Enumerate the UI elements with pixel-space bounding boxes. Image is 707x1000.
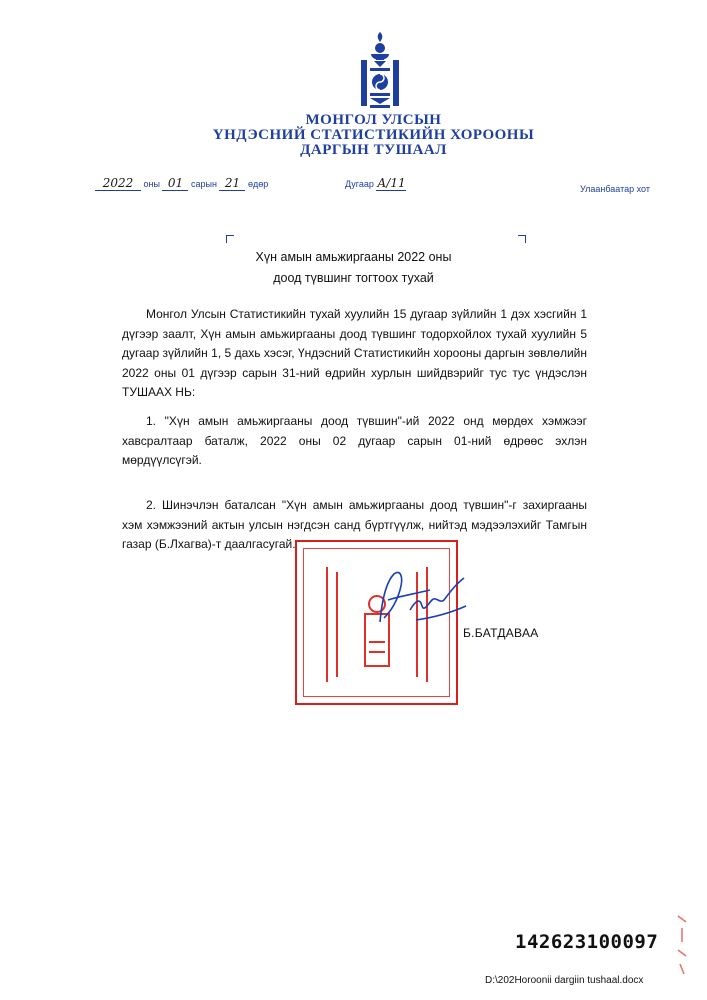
soyombo-emblem-icon: [355, 30, 405, 112]
header-line-1: МОНГОЛ УЛСЫН: [305, 112, 442, 128]
document-title: [0, 247, 707, 289]
signature-icon: [360, 560, 470, 630]
file-path: D:\202Horoonii dargiin tushaal.docx: [485, 975, 644, 986]
year-value: 2022: [95, 176, 141, 191]
number-value: А/11: [377, 176, 406, 190]
day-label: өдөр: [247, 179, 269, 189]
title-line-1: Хүн амын амьжиргааны 2022 оны: [255, 250, 452, 264]
month-label: сарын: [191, 179, 217, 189]
date-field: [95, 176, 268, 191]
day-value: 21: [219, 176, 245, 191]
signer-name: Б.БАТДАВАА: [463, 626, 539, 640]
number-label: Дугаар: [345, 179, 374, 189]
number-field: [345, 176, 406, 191]
title-corner-left: [226, 235, 234, 243]
order-item-1: 1. "Хүн амын амьжиргааны доод түвшин"-ий 2022 онд мөрдөх хэмжээг хавсралтаар баталж, 2022 оны 02 дугаар сарын 01-ний өдрөөс эхлэн мөрдүүлсүгэй.: [122, 414, 587, 467]
document-header: [0, 113, 707, 158]
header-line-2: ҮНДЭСНИЙ СТАТИСТИКИЙН ХОРООНЫ: [212, 127, 535, 143]
red-mark: [674, 912, 690, 982]
preamble-paragraph: Монгол Улсын Статистикийн тухай хуулийн 15 дугаар зүйлийн 1 дэх хэсгийн 1 дүгээр заалт, Хүн амын амьжиргааны доод түвшинг тодорхойлох тухай хуулийн 5 дугаар зүйлийн 1, 5 дахь хэсэг, Үндэсний Статистикийн хорооны даргын зөвлөлийн 2022 оны 01 дүгээр сарын 31-ний өдрийн хурлын шийдвэрийг тус тус үндэслэн ТУШААХ НЬ:: [122, 307, 587, 399]
title-line-2: доод түвшинг тогтоох тухай: [273, 271, 434, 285]
header-line-3: ДАРГЫН ТУШААЛ: [300, 142, 447, 158]
order-item-2: 2. Шинэчлэн баталсан "Хүн амын амьжиргааны доод түвшин"-г захиргааны хэм хэмжээний актын улсын нэгдсэн санд бүртгүүлж, нийтэд мэдээлэхийг Тамгын газар (Б.Лхагва)-т даалгасугай.: [122, 498, 587, 551]
city: Улаанбаатар хот: [580, 184, 650, 194]
title-corner-right: [518, 235, 526, 243]
month-value: 01: [162, 176, 188, 191]
year-label: оны: [143, 179, 160, 189]
registration-number: 142623100097: [515, 931, 659, 953]
document-meta: [0, 176, 707, 200]
